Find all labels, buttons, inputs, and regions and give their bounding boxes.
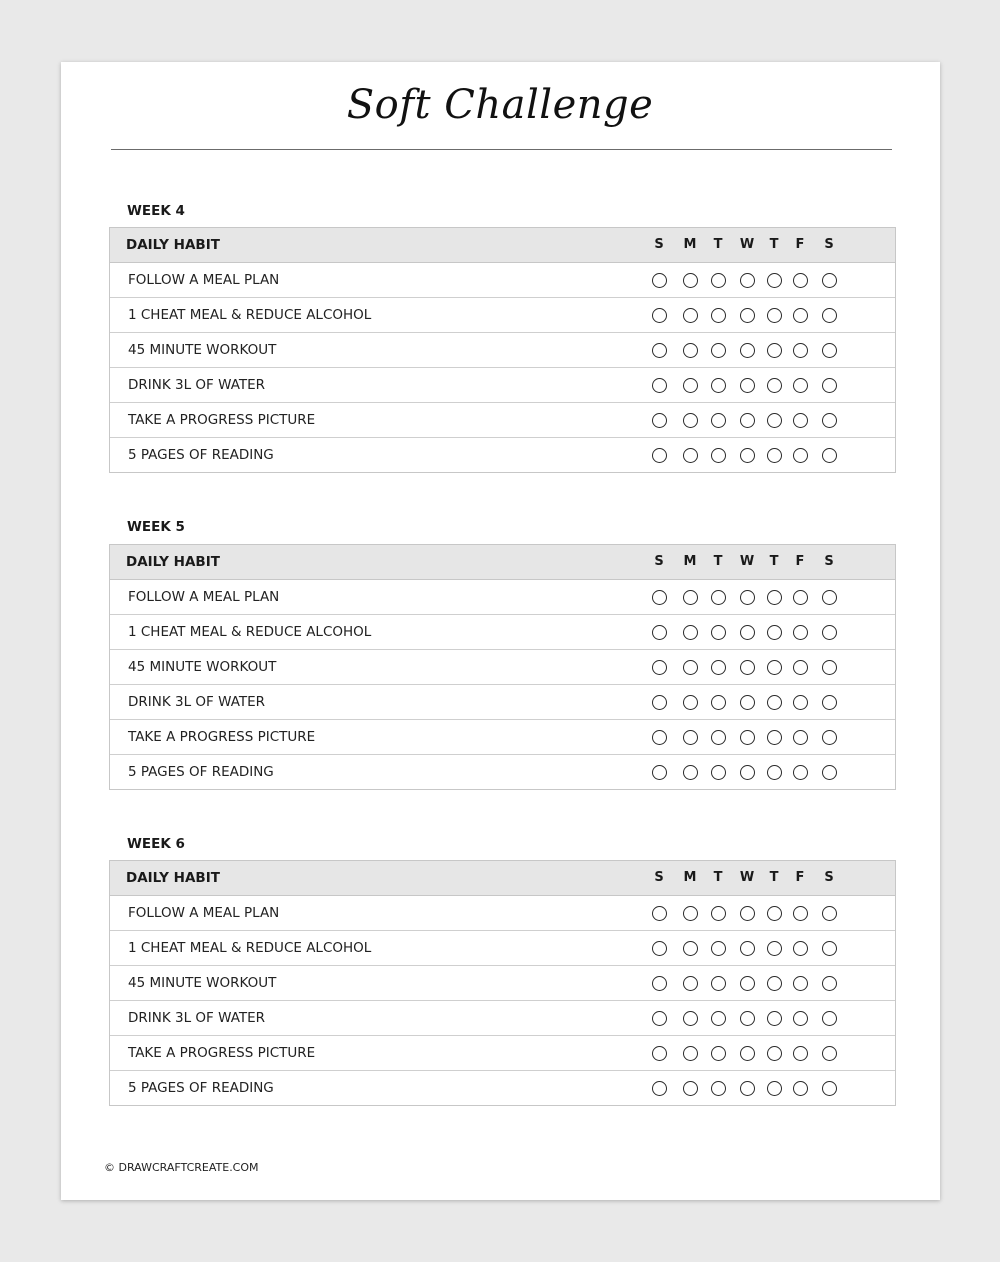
table-header-row xyxy=(110,861,895,896)
habit-row xyxy=(110,615,895,650)
day-checkbox-circle[interactable] xyxy=(767,625,782,640)
day-checkbox-circle[interactable] xyxy=(822,448,837,463)
day-checkbox-circle[interactable] xyxy=(683,1011,698,1026)
title-divider xyxy=(111,149,892,150)
day-checkbox-circle[interactable] xyxy=(767,1011,782,1026)
day-checkbox-circle[interactable] xyxy=(793,1046,808,1061)
day-checkbox-circle[interactable] xyxy=(822,941,837,956)
habit-row xyxy=(110,896,895,931)
day-checkbox-circle[interactable] xyxy=(767,976,782,991)
day-checkbox-circle[interactable] xyxy=(793,308,808,323)
day-header: S xyxy=(824,554,834,569)
habit-label: 5 PAGES OF READING xyxy=(128,447,274,463)
day-checkbox-circle[interactable] xyxy=(767,448,782,463)
day-checkbox-circle[interactable] xyxy=(822,730,837,745)
day-checkbox-circle[interactable] xyxy=(822,1011,837,1026)
day-header: T xyxy=(769,237,779,252)
day-checkbox-circle[interactable] xyxy=(711,730,726,745)
habit-row xyxy=(110,403,895,438)
day-checkbox-circle[interactable] xyxy=(767,660,782,675)
day-checkbox-circle[interactable] xyxy=(767,1081,782,1096)
day-checkbox-circle[interactable] xyxy=(711,590,726,605)
habit-label: FOLLOW A MEAL PLAN xyxy=(128,905,280,921)
day-header: S xyxy=(824,870,834,885)
day-checkbox-circle[interactable] xyxy=(711,448,726,463)
week-label: WEEK 5 xyxy=(127,519,185,535)
habit-label: FOLLOW A MEAL PLAN xyxy=(128,589,280,605)
day-checkbox-circle[interactable] xyxy=(740,308,755,323)
day-checkbox-circle[interactable] xyxy=(822,765,837,780)
day-checkbox-circle[interactable] xyxy=(822,308,837,323)
day-checkbox-circle[interactable] xyxy=(822,273,837,288)
day-checkbox-circle[interactable] xyxy=(793,413,808,428)
habit-label: DRINK 3L OF WATER xyxy=(128,1010,266,1026)
habit-row xyxy=(110,333,895,368)
day-checkbox-circle[interactable] xyxy=(740,695,755,710)
daily-habit-header: DAILY HABIT xyxy=(126,237,220,253)
day-checkbox-circle[interactable] xyxy=(793,976,808,991)
day-checkbox-circle[interactable] xyxy=(652,730,667,745)
day-header: T xyxy=(769,870,779,885)
day-checkbox-circle[interactable] xyxy=(652,1081,667,1096)
day-checkbox-circle[interactable] xyxy=(793,378,808,393)
day-checkbox-circle[interactable] xyxy=(822,695,837,710)
habit-row xyxy=(110,720,895,755)
day-checkbox-circle[interactable] xyxy=(652,695,667,710)
day-checkbox-circle[interactable] xyxy=(711,906,726,921)
day-checkbox-circle[interactable] xyxy=(767,590,782,605)
day-header: F xyxy=(795,870,805,885)
habit-label: FOLLOW A MEAL PLAN xyxy=(128,272,280,288)
page-title: Soft Challenge xyxy=(346,82,654,128)
day-checkbox-circle[interactable] xyxy=(683,413,698,428)
day-checkbox-circle[interactable] xyxy=(767,906,782,921)
day-checkbox-circle[interactable] xyxy=(793,343,808,358)
day-checkbox-circle[interactable] xyxy=(767,941,782,956)
day-checkbox-circle[interactable] xyxy=(740,378,755,393)
day-header: S xyxy=(654,870,664,885)
day-checkbox-circle[interactable] xyxy=(683,906,698,921)
day-checkbox-circle[interactable] xyxy=(652,1011,667,1026)
day-checkbox-circle[interactable] xyxy=(822,625,837,640)
habit-row xyxy=(110,438,895,472)
day-checkbox-circle[interactable] xyxy=(683,695,698,710)
day-checkbox-circle[interactable] xyxy=(683,625,698,640)
day-checkbox-circle[interactable] xyxy=(652,590,667,605)
day-header: W xyxy=(739,237,755,252)
habit-row xyxy=(110,966,895,1001)
day-checkbox-circle[interactable] xyxy=(793,1011,808,1026)
day-checkbox-circle[interactable] xyxy=(793,590,808,605)
day-checkbox-circle[interactable] xyxy=(740,625,755,640)
day-checkbox-circle[interactable] xyxy=(711,765,726,780)
day-checkbox-circle[interactable] xyxy=(740,1011,755,1026)
day-header: T xyxy=(769,554,779,569)
day-checkbox-circle[interactable] xyxy=(767,765,782,780)
habit-label: 5 PAGES OF READING xyxy=(128,1080,274,1096)
day-checkbox-circle[interactable] xyxy=(793,660,808,675)
day-checkbox-circle[interactable] xyxy=(683,976,698,991)
day-checkbox-circle[interactable] xyxy=(683,590,698,605)
habit-row xyxy=(110,755,895,789)
habit-label: 5 PAGES OF READING xyxy=(128,764,274,780)
habit-row xyxy=(110,931,895,966)
day-checkbox-circle[interactable] xyxy=(683,448,698,463)
day-checkbox-circle[interactable] xyxy=(740,413,755,428)
day-checkbox-circle[interactable] xyxy=(683,730,698,745)
day-checkbox-circle[interactable] xyxy=(652,413,667,428)
day-header: T xyxy=(713,237,723,252)
day-checkbox-circle[interactable] xyxy=(822,1081,837,1096)
habit-row xyxy=(110,368,895,403)
day-checkbox-circle[interactable] xyxy=(711,343,726,358)
day-checkbox-circle[interactable] xyxy=(711,1011,726,1026)
day-checkbox-circle[interactable] xyxy=(652,343,667,358)
day-header: M xyxy=(683,870,697,885)
day-header: S xyxy=(824,237,834,252)
day-checkbox-circle[interactable] xyxy=(822,590,837,605)
day-header: F xyxy=(795,237,805,252)
day-checkbox-circle[interactable] xyxy=(740,660,755,675)
day-checkbox-circle[interactable] xyxy=(740,273,755,288)
day-header: T xyxy=(713,870,723,885)
day-checkbox-circle[interactable] xyxy=(711,1046,726,1061)
day-checkbox-circle[interactable] xyxy=(793,273,808,288)
day-checkbox-circle[interactable] xyxy=(683,308,698,323)
habit-label: 1 CHEAT MEAL & REDUCE ALCOHOL xyxy=(128,624,372,640)
day-checkbox-circle[interactable] xyxy=(683,1081,698,1096)
day-checkbox-circle[interactable] xyxy=(683,765,698,780)
day-checkbox-circle[interactable] xyxy=(793,906,808,921)
day-checkbox-circle[interactable] xyxy=(711,941,726,956)
day-checkbox-circle[interactable] xyxy=(793,765,808,780)
day-checkbox-circle[interactable] xyxy=(822,378,837,393)
day-checkbox-circle[interactable] xyxy=(711,695,726,710)
week-label: WEEK 4 xyxy=(127,203,185,219)
day-checkbox-circle[interactable] xyxy=(740,343,755,358)
day-checkbox-circle[interactable] xyxy=(711,660,726,675)
day-checkbox-circle[interactable] xyxy=(652,625,667,640)
habit-label: TAKE A PROGRESS PICTURE xyxy=(128,412,316,428)
day-checkbox-circle[interactable] xyxy=(683,1046,698,1061)
habit-tracker-table xyxy=(109,227,896,473)
habit-tracker-table xyxy=(109,544,896,790)
habit-row xyxy=(110,685,895,720)
day-checkbox-circle[interactable] xyxy=(711,273,726,288)
habit-row xyxy=(110,263,895,298)
day-checkbox-circle[interactable] xyxy=(793,941,808,956)
week-label: WEEK 6 xyxy=(127,836,185,852)
table-header-row xyxy=(110,228,895,263)
day-checkbox-circle[interactable] xyxy=(740,1081,755,1096)
day-checkbox-circle[interactable] xyxy=(822,343,837,358)
day-checkbox-circle[interactable] xyxy=(767,308,782,323)
habit-row xyxy=(110,1036,895,1071)
day-checkbox-circle[interactable] xyxy=(822,1046,837,1061)
day-checkbox-circle[interactable] xyxy=(793,448,808,463)
habit-row xyxy=(110,650,895,685)
day-checkbox-circle[interactable] xyxy=(740,590,755,605)
day-checkbox-circle[interactable] xyxy=(652,273,667,288)
day-checkbox-circle[interactable] xyxy=(822,660,837,675)
day-checkbox-circle[interactable] xyxy=(683,343,698,358)
day-checkbox-circle[interactable] xyxy=(740,1046,755,1061)
day-checkbox-circle[interactable] xyxy=(767,730,782,745)
day-checkbox-circle[interactable] xyxy=(822,976,837,991)
day-checkbox-circle[interactable] xyxy=(822,906,837,921)
day-checkbox-circle[interactable] xyxy=(740,906,755,921)
day-checkbox-circle[interactable] xyxy=(767,695,782,710)
habit-label: 45 MINUTE WORKOUT xyxy=(128,659,277,675)
copyright-footer: © DRAWCRAFTCREATE.COM xyxy=(104,1161,259,1174)
habit-label: DRINK 3L OF WATER xyxy=(128,377,266,393)
day-checkbox-circle[interactable] xyxy=(711,378,726,393)
habit-label: 1 CHEAT MEAL & REDUCE ALCOHOL xyxy=(128,940,372,956)
habit-label: TAKE A PROGRESS PICTURE xyxy=(128,729,316,745)
habit-row xyxy=(110,298,895,333)
daily-habit-header: DAILY HABIT xyxy=(126,870,220,886)
day-checkbox-circle[interactable] xyxy=(822,413,837,428)
day-header: W xyxy=(739,870,755,885)
day-checkbox-circle[interactable] xyxy=(793,625,808,640)
day-checkbox-circle[interactable] xyxy=(683,660,698,675)
day-checkbox-circle[interactable] xyxy=(740,976,755,991)
day-header: S xyxy=(654,237,664,252)
habit-label: 45 MINUTE WORKOUT xyxy=(128,975,277,991)
habit-label: 1 CHEAT MEAL & REDUCE ALCOHOL xyxy=(128,307,372,323)
day-checkbox-circle[interactable] xyxy=(652,448,667,463)
day-checkbox-circle[interactable] xyxy=(652,660,667,675)
day-checkbox-circle[interactable] xyxy=(652,378,667,393)
day-checkbox-circle[interactable] xyxy=(767,1046,782,1061)
habit-label: 45 MINUTE WORKOUT xyxy=(128,342,277,358)
day-checkbox-circle[interactable] xyxy=(652,1046,667,1061)
day-checkbox-circle[interactable] xyxy=(740,765,755,780)
day-checkbox-circle[interactable] xyxy=(711,976,726,991)
day-checkbox-circle[interactable] xyxy=(793,695,808,710)
habit-row xyxy=(110,580,895,615)
habit-label: TAKE A PROGRESS PICTURE xyxy=(128,1045,316,1061)
day-checkbox-circle[interactable] xyxy=(767,343,782,358)
day-checkbox-circle[interactable] xyxy=(767,273,782,288)
day-checkbox-circle[interactable] xyxy=(652,765,667,780)
day-checkbox-circle[interactable] xyxy=(711,1081,726,1096)
daily-habit-header: DAILY HABIT xyxy=(126,554,220,570)
habit-label: DRINK 3L OF WATER xyxy=(128,694,266,710)
day-checkbox-circle[interactable] xyxy=(767,413,782,428)
day-header: M xyxy=(683,237,697,252)
day-checkbox-circle[interactable] xyxy=(711,625,726,640)
day-header: M xyxy=(683,554,697,569)
habit-tracker-table xyxy=(109,860,896,1106)
table-header-row xyxy=(110,545,895,580)
day-checkbox-circle[interactable] xyxy=(683,378,698,393)
habit-row xyxy=(110,1071,895,1105)
day-checkbox-circle[interactable] xyxy=(740,448,755,463)
day-checkbox-circle[interactable] xyxy=(683,273,698,288)
day-header: T xyxy=(713,554,723,569)
day-checkbox-circle[interactable] xyxy=(652,941,667,956)
day-checkbox-circle[interactable] xyxy=(652,906,667,921)
day-checkbox-circle[interactable] xyxy=(652,308,667,323)
habit-row xyxy=(110,1001,895,1036)
day-checkbox-circle[interactable] xyxy=(740,730,755,745)
day-checkbox-circle[interactable] xyxy=(793,730,808,745)
day-header: S xyxy=(654,554,664,569)
day-checkbox-circle[interactable] xyxy=(740,941,755,956)
day-checkbox-circle[interactable] xyxy=(711,413,726,428)
day-checkbox-circle[interactable] xyxy=(683,941,698,956)
day-header: W xyxy=(739,554,755,569)
day-checkbox-circle[interactable] xyxy=(711,308,726,323)
day-header: F xyxy=(795,554,805,569)
day-checkbox-circle[interactable] xyxy=(767,378,782,393)
day-checkbox-circle[interactable] xyxy=(793,1081,808,1096)
day-checkbox-circle[interactable] xyxy=(652,976,667,991)
